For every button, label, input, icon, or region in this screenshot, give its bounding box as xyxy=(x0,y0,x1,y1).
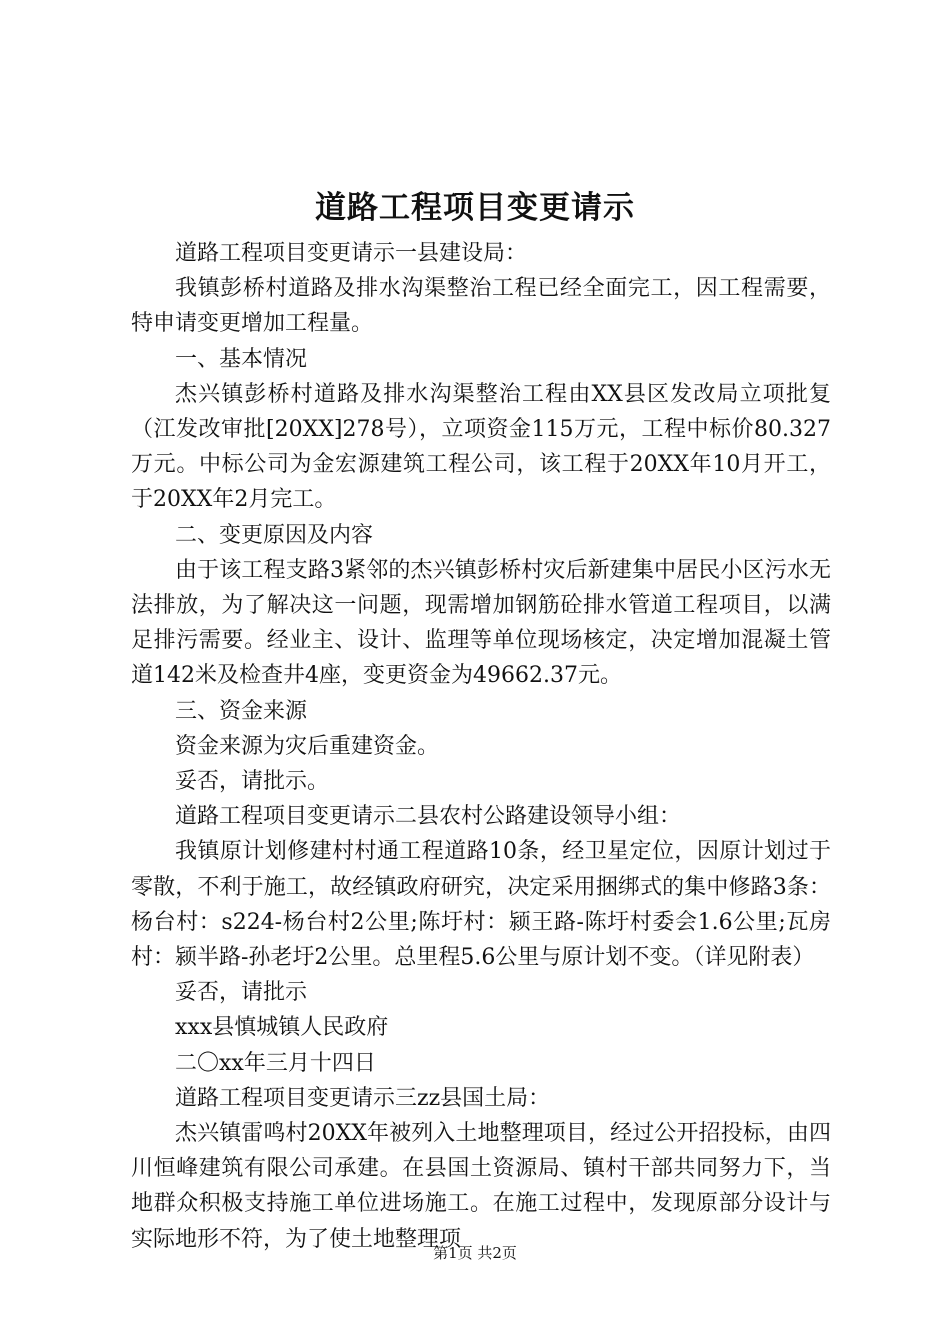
paragraph: 杰兴镇彭桥村道路及排水沟渠整治工程由XX县区发改局立项批复（江发改审批[20XX]278号），立项资金115万元，工程中标价80.327万元。中标公司为金宏源建筑工程公司，该工程于20XX年10月开工，于20XX年2月完工。 xyxy=(131,381,831,513)
page-footer: 第1页 共2页 xyxy=(433,1244,517,1262)
document-body xyxy=(131,236,831,1257)
paragraph: 资金来源为灾后重建资金。 xyxy=(175,733,440,759)
paragraph: 妥否，请批示 xyxy=(175,980,308,1006)
paragraph: 道路工程项目变更请示二县农村公路建设领导小组： xyxy=(175,804,682,830)
paragraph: 妥否，请批示。 xyxy=(175,769,330,795)
paragraph: 一、基本情况 xyxy=(175,346,308,372)
paragraph: 道路工程项目变更请示一县建设局： xyxy=(175,241,528,266)
paragraph: 我镇原计划修建村村通工程道路10条，经卫星定位，因原计划过于零散，不利于施工，故经镇政府研究，决定采用捆绑式的集中修路3条：杨台村：s224-杨台村2公里;陈圩村：颍王路-陈圩村委会1.6公里;瓦房村：颍半路-孙老圩2公里。总里程5.6公里与原计划不变。（详见附表） xyxy=(131,839,831,971)
paragraph: 由于该工程支路3紧邻的杰兴镇彭桥村灾后新建集中居民小区污水无法排放，为了解决这一问题，现需增加钢筋砼排水管道工程项目，以满足排污需要。经业主、设计、监理等单位现场核定，决定增加混凝土管道142米及检查井4座，变更资金为49662.37元。 xyxy=(131,557,831,689)
paragraph: 道路工程项目变更请示三zz县国土局： xyxy=(175,1085,551,1111)
paragraph: 杰兴镇雷鸣村20XX年被列入土地整理项目，经过公开招投标，由四川恒峰建筑有限公司承建。在县国土资源局、镇村干部共同努力下，当地群众积极支持施工单位进场施工。在施工过程中，发现原部分设计与实际地形不符，为了使土地整理项 xyxy=(131,1121,831,1252)
paragraph: 我镇彭桥村道路及排水沟渠整治工程已经全面完工，因工程需要，特申请变更增加工程量。 xyxy=(131,276,831,337)
paragraph: xxx县慎城镇人民政府 xyxy=(175,1015,389,1041)
paragraph: 二〇xx年三月十四日 xyxy=(175,1050,376,1076)
document-title: 道路工程项目变更请示 xyxy=(315,190,635,226)
paragraph: 三、资金来源 xyxy=(175,698,308,724)
paragraph: 二、变更原因及内容 xyxy=(175,522,374,548)
